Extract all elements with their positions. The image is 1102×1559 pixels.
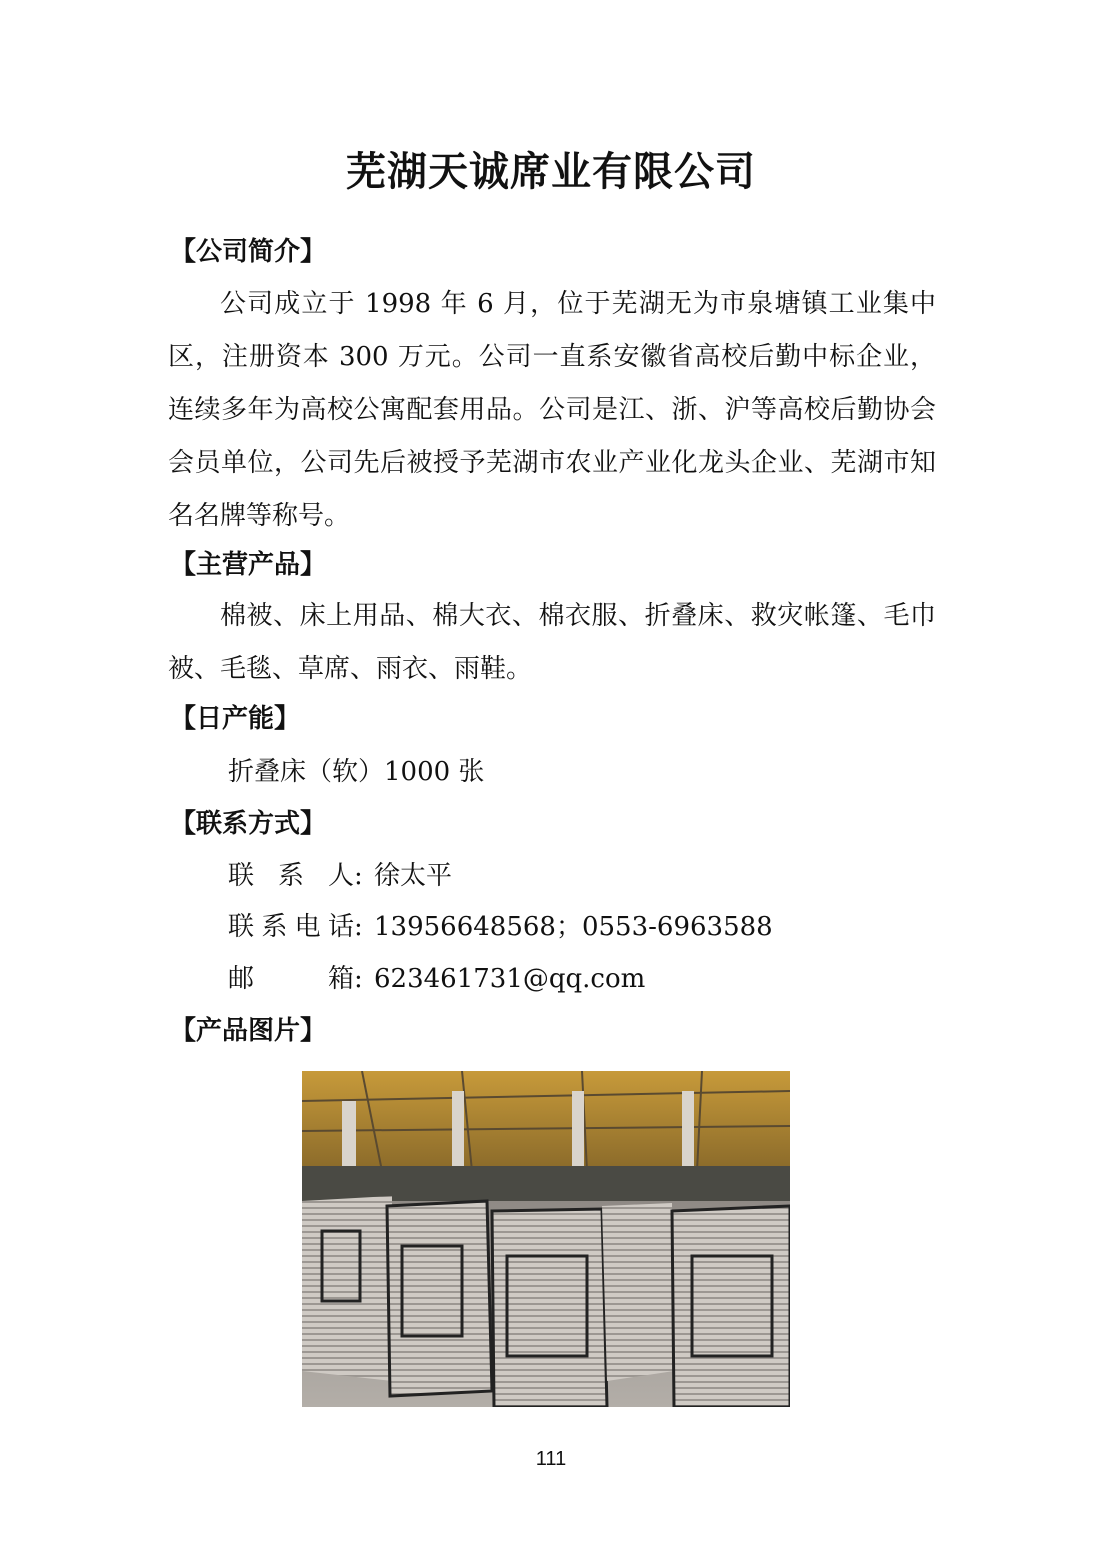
contact-colon: : bbox=[354, 964, 363, 994]
section-heading-capacity: 【日产能】 bbox=[170, 704, 301, 734]
contact-person-row bbox=[228, 856, 452, 896]
product-photo bbox=[302, 1071, 790, 1407]
contact-email-row bbox=[228, 959, 645, 999]
contact-email-label: 邮箱 bbox=[228, 964, 354, 994]
contact-phone-label: 联系电话 bbox=[228, 912, 354, 942]
section-heading-intro: 【公司简介】 bbox=[170, 237, 327, 267]
section-heading-products: 【主营产品】 bbox=[170, 550, 327, 580]
folding-beds bbox=[302, 1196, 790, 1407]
section-heading-contact: 【联系方式】 bbox=[170, 809, 327, 839]
contact-person-value: 徐太平 bbox=[374, 861, 453, 891]
capacity-text: 折叠床（软）1000 张 bbox=[228, 757, 485, 787]
contact-phone-value: 13956648568；0553-6963588 bbox=[374, 912, 773, 942]
contact-phone-row bbox=[228, 907, 773, 947]
document-title: 芜湖天诚席业有限公司 bbox=[346, 148, 756, 195]
contact-person-label: 联系人 bbox=[228, 861, 354, 891]
intro-paragraph: 公司成立于 1998 年 6 月，位于芜湖无为市泉塘镇工业集中区，注册资本 300 万元。公司一直系安徽省高校后勤中标企业，连续多年为高校公寓配套用品。公司是江、浙、沪等高校后勤协会会员单位，公司先后被授予芜湖市农业产业化龙头企业、芜湖市知名名牌等称号。 bbox=[168, 289, 936, 531]
contact-colon: : bbox=[354, 861, 363, 891]
section-heading-photo: 【产品图片】 bbox=[170, 1016, 327, 1046]
page-number: 111 bbox=[535, 1448, 567, 1470]
contact-email-value: 623461731@qq.com bbox=[374, 964, 646, 994]
factory-ceiling bbox=[302, 1071, 790, 1171]
contact-colon: : bbox=[354, 912, 363, 942]
products-paragraph: 棉被、床上用品、棉大衣、棉衣服、折叠床、救灾帐篷、毛巾被、毛毯、草席、雨衣、雨鞋。 bbox=[168, 601, 936, 684]
